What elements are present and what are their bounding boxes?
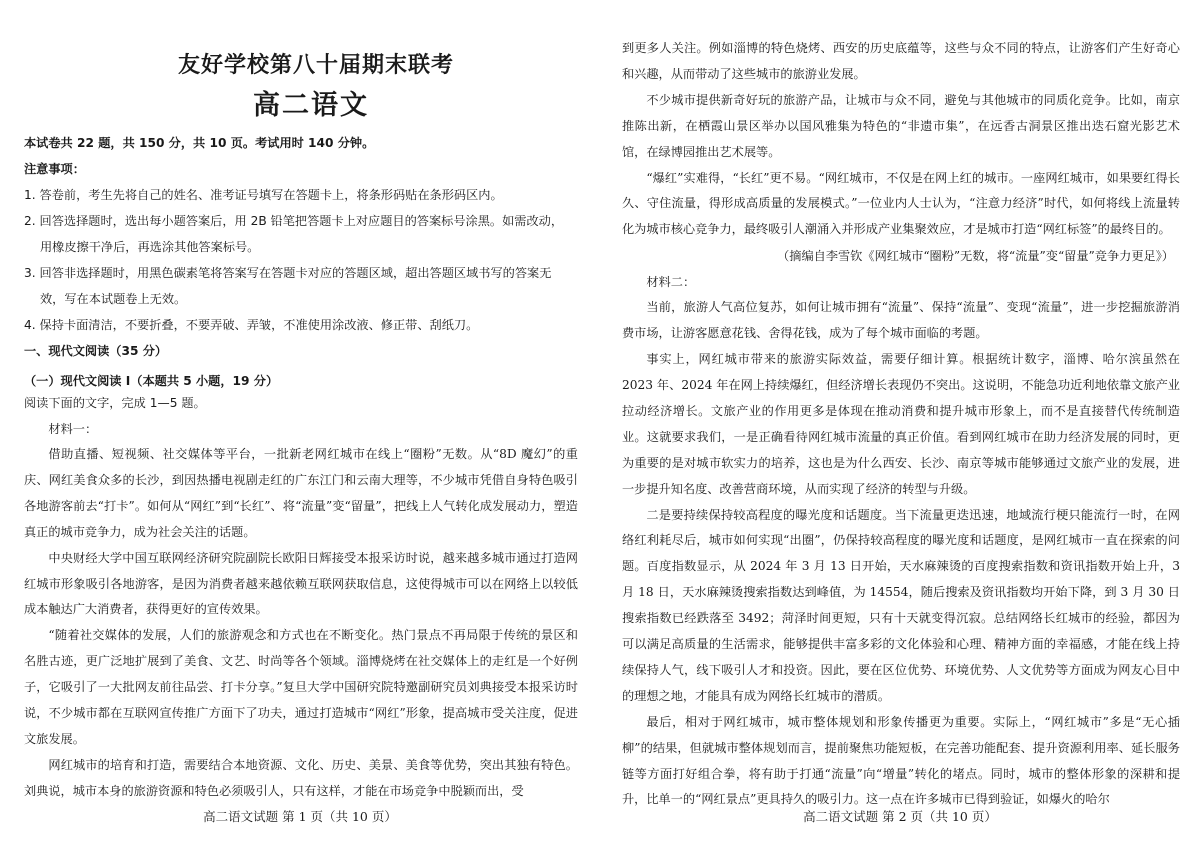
passage-paragraph: 到更多人关注。例如淄博的特色烧烤、西安的历史底蕴等，这些与众不同的特点，让游客们产生好奇心和兴趣，从而带动了这些城市的旅游业发展。	[622, 41, 1180, 81]
passage-paragraph: “随着社交媒体的发展，人们的旅游观念和方式也在不断变化。热门景点不再局限于传统的景区和名胜古迹，更广泛地扩展到了美食、文艺、时尚等各个领域。淄博烧烤在社交媒体上的走红是一个好例子，它吸引了一大批网友前往品尝、打卡分享。”复旦大学中国研究院特邀副研究员刘典接受本报采访时说，不少城市都在互联网宣传推广方面下了功夫，通过打造城市“网红”形象，提高城市受关注度，促进文旅发展。	[24, 628, 578, 746]
section-heading: 一、现代文阅读（35 分）	[24, 344, 168, 358]
page-footer: 高二语文试题 第 2 页（共 10 页）	[803, 809, 997, 824]
passage-paragraph: 事实上，网红城市带来的旅游实际效益，需要仔细计算。根据统计数字，淄博、哈尔滨虽然在 2023 年、2024 年在网上持续爆红，但经济增长表现仍不突出。这说明，不能急功近利地依靠文旅产业拉动经济增长。文旅产业的作用更多是体现在推动消费和提升城市形象上，而不是直接替代传统制造业。这就要求我们，一是正确看待网红城市流量的真正价值。看到网红城市在助力经济发展的同时，更为重要的是对城市软实力的培养，这也是为什么西安、长沙、南京等城市能够通过文旅产业的发展，进一步提升知名度、改善营商环境，从而实现了经济的转型与升级。	[622, 352, 1180, 496]
passage-paragraph: 二是要持续保持较高程度的曝光度和话题度。当下流量更迭迅速，地域流行梗只能流行一时，在网络红利耗尽后，城市如何实现“出圈”，仍保持较高程度的曝光度和话题度，是网红城市一直在探索的问题。百度指数显示，从 2024 年 3 月 13 日开始，天水麻辣烫的百度搜索指数和资讯指数开始上升，3 月 18 日，天水麻辣烫搜索指数达到峰值，为 14554，随后搜索及资讯指数均开始下降，到 3 月 30 日搜索指数已经跌落至 3492；菏泽时间更短，只有十天就变得沉寂。总结网络长红城市的经验，都因为可以满足高质量的生活需求，能够提供丰富多彩的文化体验和心理、精神方面的幸福感，才能在线上持续保持人气，线下吸引人才和投资。因此，要在区位优势、环境优势、人文优势等方面成为网友心目中的理想之地，才能具有成为网络长红城市的潜质。	[622, 507, 1180, 703]
notice-item	[24, 182, 578, 208]
subject-title: 高二语文	[253, 90, 369, 121]
passage-paragraph: 网红城市的培育和打造，需要结合本地资源、文化、历史、美景、美食等优势，突出其独有特色。刘典说，城市本身的旅游资源和特色必须吸引人，只有这样，才能在市场竞争中脱颖而出，受	[24, 757, 578, 798]
exam-title: 友好学校第八十届期末联考	[177, 53, 454, 78]
notice-heading: 注意事项：	[24, 162, 85, 176]
material-label: 材料二：	[646, 275, 696, 290]
passage-paragraph: 不少城市提供新奇好玩的旅游产品，让城市与众不同，避免与其他城市的同质化竞争。比如，南京推陈出新，在栖霞山景区举办以国风雅集为特色的“非遗市集”，在远香古洞景区推出迭石窟光影艺术馆，在绿博园推出艺术展等。	[622, 92, 1180, 159]
notice-item-continuation: 用橡皮擦干净后，再选涂其他答案标号。	[40, 240, 260, 254]
passage-paragraph: 借助直播、短视频、社交媒体等平台，一批新老网红城市在线上“圈粉”无数。从“8D 魔幻”的重庆、网红美食众多的长沙，到因热播电视剧走红的广东江门和云南大理等，不少城市凭借自身特色吸引各地游客前去“打卡”。如何从“网红”到“长红”、将“流量”变“留量”，把线上人气转化成发展动力，塑造真正的城市竞争力，成为社会关注的话题。	[24, 447, 578, 539]
notice-item-text: 4. 保持卡面清洁，不要折叠，不要弄破、弄皱，不准使用涂改液、修正带、刮纸刀。	[24, 318, 479, 332]
passage-paragraph: 当前，旅游人气高位复苏，如何让城市拥有“流量”、保持“流量”、变现“流量”，进一步挖掘旅游消费市场，让游客愿意花钱、舍得花钱，成为了每个城市面临的考题。	[622, 300, 1180, 341]
subsection-heading: （一）现代文阅读 I（本题共 5 小题，19 分）	[24, 374, 279, 388]
notice-item-text: 1. 答卷前，考生先将自己的姓名、准考证号填写在答题卡上，将条形码贴在条形码区内。	[24, 188, 503, 202]
page-2	[600, 0, 1200, 847]
material-label: 材料一：	[48, 422, 98, 436]
page-footer: 高二语文试题 第 1 页（共 10 页）	[203, 809, 397, 824]
reading-instruction: 阅读下面的文字，完成 1—5 题。	[24, 396, 206, 410]
notice-item	[24, 260, 578, 286]
notice-item	[24, 312, 578, 338]
notice-item-text: 2. 回答选择题时，选出每小题答案后，用 2B 铅笔把答题卡上对应题目的答案标号涂黑。如需改动，	[24, 214, 564, 228]
passage-paragraph: “爆红”实难得，“长红”更不易。“网红城市，不仅是在网上红的城市。一座网红城市，如果要红得长久、守住流量，得形成高质量的发展模式。”一位业内人士认为，“注意力经济”时代，如何将线上流量转化为城市核心竞争力，最终吸引人潮涌入并形成产业集聚效应，才是城市打造“网红标签”的最终目的。	[622, 170, 1180, 237]
notice-item	[24, 208, 578, 234]
notice-item-text: 3. 回答非选择题时，用黑色碳素笔将答案写在答题卡对应的答题区域，超出答题区域书写的答案无	[24, 266, 552, 280]
exam-info: 本试卷共 22 题，共 150 分，共 10 页。考试用时 140 分钟。	[24, 136, 375, 150]
source-citation: （摘编自李雪钦《网红城市“圈粉”无数，将“流量”变“留量”竞争力更足》）	[777, 249, 1174, 264]
passage-paragraph: 最后，相对于网红城市，城市整体规划和形象传播更为重要。实际上，“网红城市”多是“无心插柳”的结果，但就城市整体规划而言，提前聚焦功能短板，在完善功能配套、提升资源利用率、延长服务链等方面打好组合拳，将有助于打通“流量”向“增量”转化的堵点。同时，城市的整体形象的深耕和提升，比单一的“网红景点”更具持久的吸引力。这一点在许多城市已得到验证，如爆火的哈尔	[622, 714, 1180, 807]
notice-list	[24, 182, 578, 338]
notice-item-continuation: 效，写在本试题卷上无效。	[40, 292, 187, 306]
passage-paragraph: 中央财经大学中国互联网经济研究院副院长欧阳日辉接受本报采访时说，越来越多城市通过打造网红城市形象吸引各地游客，是因为消费者越来越依赖互联网获取信息，这使得城市可以在网络上以较低成本触达广大消费者，获得更好的宣传效果。	[24, 550, 578, 617]
